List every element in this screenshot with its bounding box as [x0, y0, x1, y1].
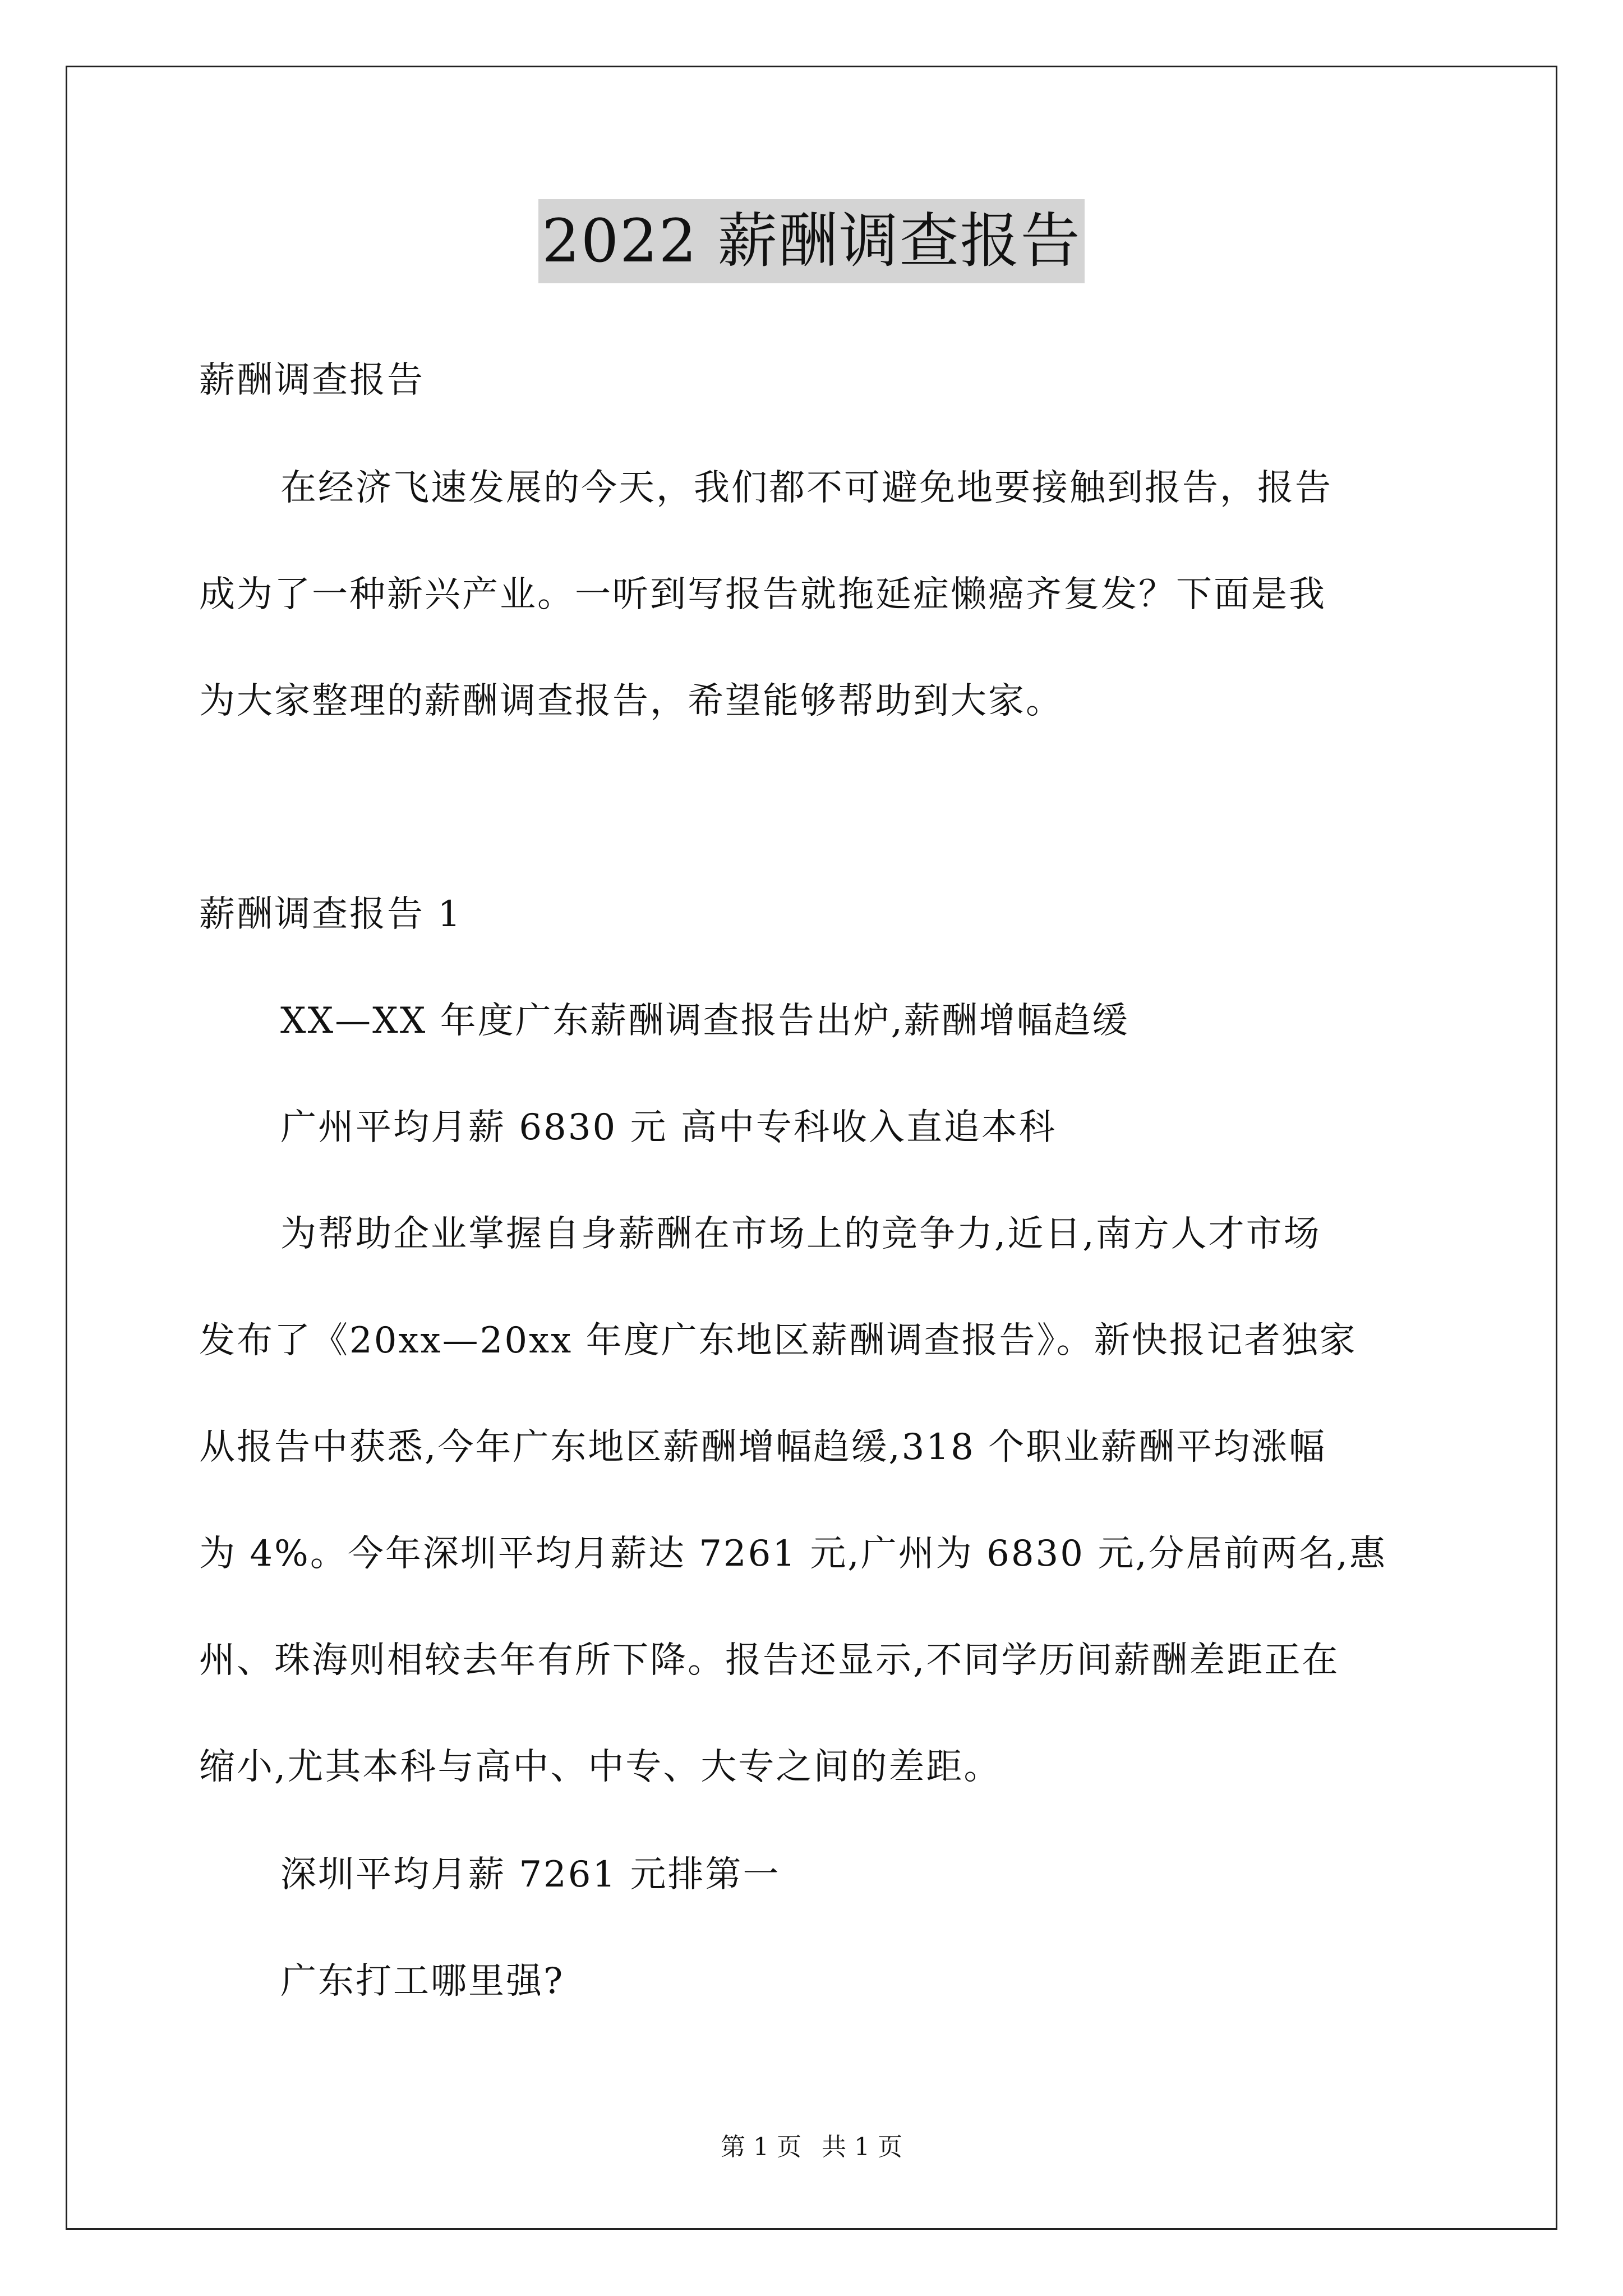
paragraph-line: 广东打工哪里强?: [280, 1961, 565, 2002]
section-heading: 薪酬调查报告 1: [199, 894, 463, 935]
paragraph-line: 在经济飞速发展的今天，我们都不可避免地要接触到报告，报告: [280, 467, 1332, 509]
page-footer: [0, 2131, 1623, 2164]
paragraph-line: 州、珠海则相较去年有所下降。报告还显示,不同学历间薪酬差距正在: [199, 1640, 1340, 1681]
paragraph-line: 从报告中获悉,今年广东地区薪酬增幅趋缓,318 个职业薪酬平均涨幅: [199, 1427, 1327, 1468]
paragraph-line: 成为了一种新兴产业。一听到写报告就拖延症懒癌齐复发？下面是我: [199, 574, 1326, 615]
paragraph-line: 深圳平均月薪 7261 元排第一: [280, 1854, 781, 1895]
section-heading: 薪酬调查报告: [199, 360, 425, 401]
document-title: 2022 薪酬调查报告: [538, 199, 1084, 283]
page-total: 共 1 页: [822, 2133, 902, 2161]
page-number: 第 1 页: [721, 2133, 801, 2161]
paragraph-line: 广州平均月薪 6830 元 高中专科收入直追本科: [280, 1107, 1057, 1148]
paragraph-line: 为大家整理的薪酬调查报告，希望能够帮助到大家。: [199, 680, 1063, 722]
paragraph-line: 发布了《20xx—20xx 年度广东地区薪酬调查报告》。新快报记者独家: [199, 1320, 1357, 1361]
paragraph-line: 为帮助企业掌握自身薪酬在市场上的竞争力,近日,南方人才市场: [280, 1213, 1321, 1255]
title-wrap: [0, 199, 1623, 283]
paragraph-line: 缩小,尤其本科与高中、中专、大专之间的差距。: [199, 1746, 1002, 1788]
paragraph-line: 为 4%。今年深圳平均月薪达 7261 元,广州为 6830 元,分居前两名,惠: [199, 1533, 1387, 1575]
paragraph-line: XX—XX 年度广东薪酬调查报告出炉,薪酬增幅趋缓: [280, 1000, 1129, 1042]
